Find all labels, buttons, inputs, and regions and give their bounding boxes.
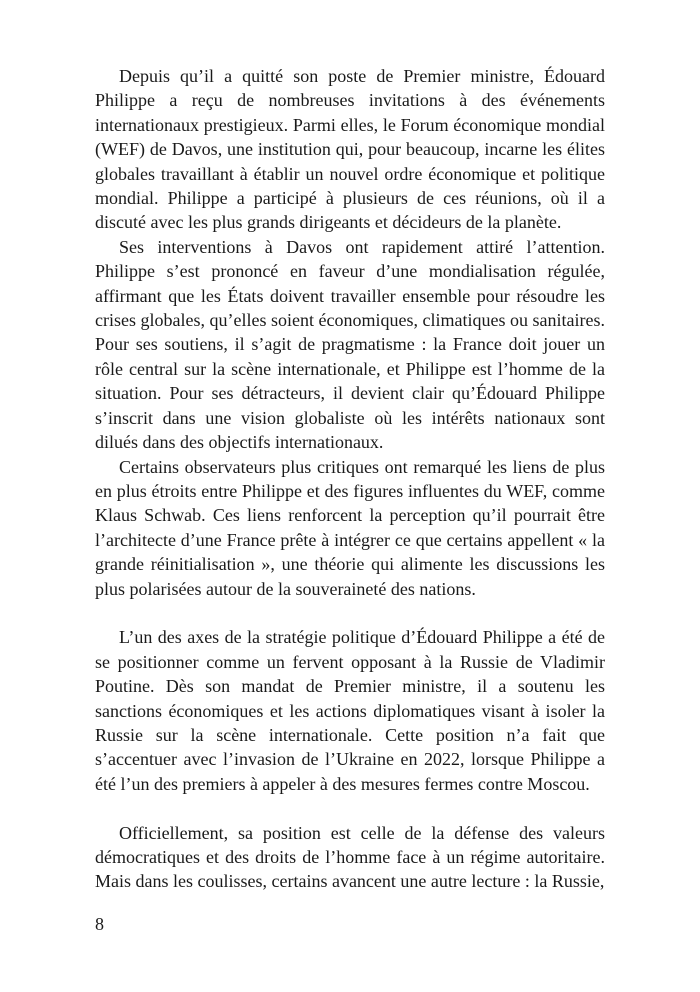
paragraph-russia-stance: L’un des axes de la stratégie politique d’Édouard Philippe a été de se positionner comme un fervent opposant à la Russie de Vladimir Poutine. Dès son mandat de Premier ministre, il a soutenu les sanctions économiques et les actions diplomatiques visant à isoler la Russie sur la scène internationale. Cette position n’a fait que s’accentuer avec l’invasion de l’Ukraine en 2022, lorsque Philippe a été l’un des premiers à appeler à des mesures fermes contre Moscou. <box>95 627 605 794</box>
paragraph-davos-interventions: Ses interventions à Davos ont rapidement attiré l’attention. Philippe s’est prononcé en faveur d’une mondialisation régulée, affirmant que les États doivent travailler ensemble pour résoudre les crises globales, qu’elles soient économiques, climatiques ou sanitaires. Pour ses soutiens, il s’agit de pragmatisme : la France doit jouer un rôle central sur la scène internationale, et Philippe est l’homme de la situation. Pour ses détracteurs, il devient clair qu’Édouard Philippe s’inscrit dans une vision globaliste où les intérêts nationaux sont dilués dans des objectifs internationaux. <box>95 236 605 453</box>
page-number: 8 <box>95 914 104 934</box>
page-body <box>95 64 605 894</box>
paragraph-official-position: Officiellement, sa position est celle de la défense des valeurs démocratiques et des droits de l’homme face à un régime autoritaire. Mais dans les coulisses, certains avancent une autre lecture : la Russie, <box>95 822 605 892</box>
paragraph-wef-links: Certains observateurs plus critiques ont remarqué les liens de plus en plus étroits entre Philippe et des figures influentes du WEF, comme Klaus Schwab. Ces liens renforcent la perception qu’il pourrait être l’architecte d’une France prête à intégrer ce que certains appellent « la grande réinitialisation », une théorie qui alimente les discussions les plus polarisées autour de la souveraineté des nations. <box>95 456 605 599</box>
paragraph-davos-invitations: Depuis qu’il a quitté son poste de Premier ministre, Édouard Philippe a reçu de nombreuses invitations à des événements internationaux prestigieux. Parmi elles, le Forum économique mondial (WEF) de Davos, une institution qui, pour beaucoup, incarne les élites globales travaillant à établir un nouvel ordre économique et politique mondial. Philippe a participé à plusieurs de ces réunions, où il a discuté avec les plus grands dirigeants et décideurs de la planète. <box>95 66 605 233</box>
